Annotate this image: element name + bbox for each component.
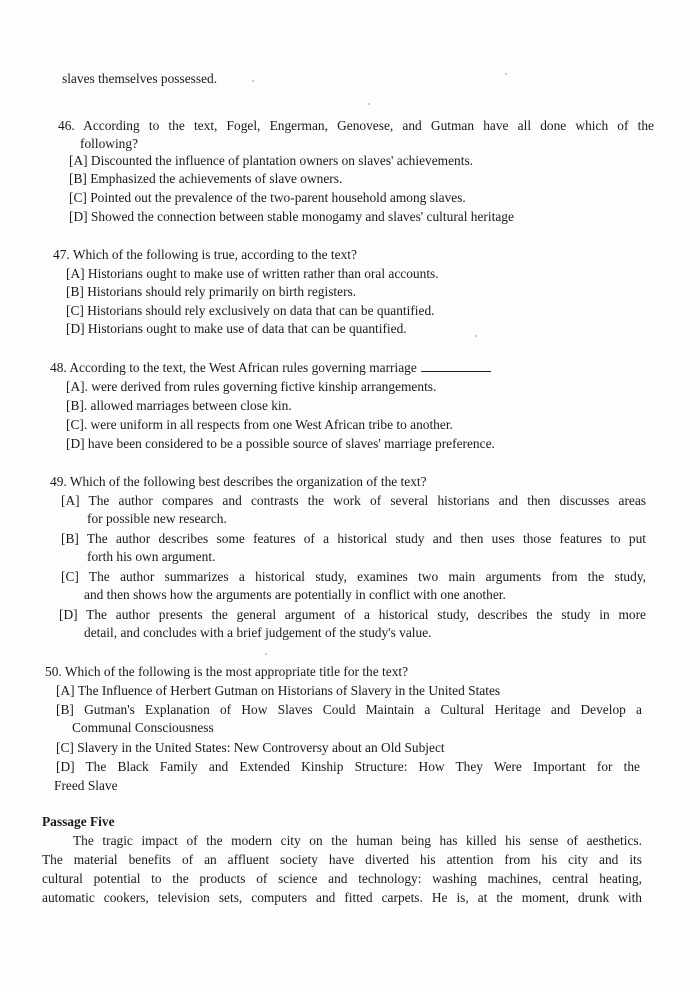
option-c: [C] Pointed out the prevalence of the two-parent household among slaves. [69,190,466,205]
option-b: [B] Emphasized the achievements of slave owners. [69,171,343,186]
question-stem-text: 48. According to the text, the West African rules governing marriage [50,360,417,375]
option-b: [B] The author describes some features of a historical study and then uses those features to put [61,531,646,546]
question-stem: 47. Which of the following is true, according to the text? [53,247,357,262]
option-b: [B]. allowed marriages between close kin. [66,398,292,413]
option-d-cont: Freed Slave [54,778,118,793]
option-c-cont: and then shows how the arguments are potentially in conflict with one another. [84,587,506,602]
option-c: [C] Slavery in the United States: New Controversy about an Old Subject [56,740,445,755]
scan-speck [505,73,507,75]
option-d: [D] The author presents the general argument of a historical study, describes the study in more [59,607,646,622]
option-c: [C]. were uniform in all respects from one West African tribe to another. [66,417,453,432]
option-d: [D] The Black Family and Extended Kinship Structure: How They Were Important for the [56,759,640,774]
question-stem: 50. Which of the following is the most appropriate title for the text? [45,664,409,679]
option-a-cont: for possible new research. [87,511,227,526]
option-a: [A]. were derived from rules governing fictive kinship arrangements. [66,379,437,394]
question-stem: 46. According to the text, Fogel, Engerman, Genovese, and Gutman have all done which of the [58,118,654,133]
option-b-cont: forth his own argument. [87,549,216,564]
option-c: [C] The author summarizes a historical study, examines two main arguments from the study, [61,569,646,584]
question-stem [50,359,491,377]
question-stem: following? [80,136,139,151]
question-stem: 49. Which of the following best describes the organization of the text? [50,474,427,489]
option-c: [C] Historians should rely exclusively on data that can be quantified. [66,303,435,318]
scan-speck [475,335,477,337]
option-d: [D] Showed the connection between stable monogamy and slaves' cultural heritage [69,209,514,224]
option-b: [B] Historians should rely primarily on birth registers. [66,284,357,299]
answer-blank [421,360,491,372]
option-d: [D] have been considered to be a possible source of slaves' marriage preference. [66,436,495,451]
option-b-cont: Communal Consciousness [72,720,214,735]
passage-heading: Passage Five [42,814,115,829]
scan-speck [252,80,254,82]
option-a: [A] Historians ought to make use of written rather than oral accounts. [66,266,439,281]
option-d-cont: detail, and concludes with a brief judgement of the study's value. [84,625,432,640]
option-b: [B] Gutman's Explanation of How Slaves Could Maintain a Cultural Heritage and Develop a [56,702,642,717]
scan-speck [368,103,370,105]
passage-line: The tragic impact of the modern city on the human being has killed his sense of aesthetics. [73,833,642,848]
passage-line: cultural potential to the products of science and technology: washing machines, central heating, [42,871,642,886]
scan-speck [265,653,267,655]
passage-line: The material benefits of an affluent society have diverted his attention from his city and its [42,852,642,867]
option-a: [A] Discounted the influence of plantation owners on slaves' achievements. [69,153,474,168]
passage-line: automatic cookers, television sets, computers and fitted carpets. He is, at the moment, drunk with [42,890,642,905]
option-a: [A] The author compares and contrasts the work of several historians and then discusses areas [61,493,646,508]
option-a: [A] The Influence of Herbert Gutman on Historians of Slavery in the United States [56,683,501,698]
option-d: [D] Historians ought to make use of data that can be quantified. [66,321,407,336]
continuation-text: slaves themselves possessed. [62,71,218,86]
